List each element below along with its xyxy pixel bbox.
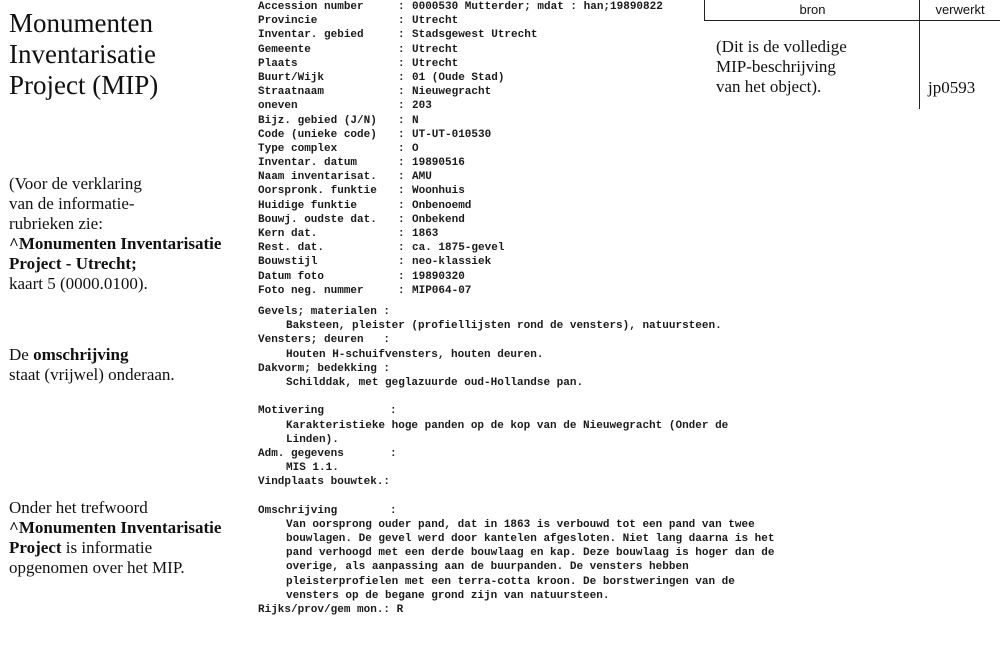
motivering-line: Karakteristieke hoge panden op de kop van de Nieuwegracht (Onder de — [286, 419, 729, 432]
title-line: Project (MIP) — [9, 70, 159, 100]
note-bold-line: Project - Utrecht; — [9, 254, 137, 273]
record-separator: : — [398, 270, 405, 283]
record-separator: : — [398, 71, 405, 84]
record-label: Datum foto — [258, 270, 325, 283]
record-value: 0000530 Mutterder; mdat : han;19890822 — [412, 1, 663, 13]
record-separator: : — [398, 171, 405, 184]
record-row — [258, 99, 708, 113]
record-row — [258, 57, 708, 71]
record-value: 1863 — [412, 228, 439, 240]
record-row — [258, 71, 708, 85]
record-label: Code (unieke code) — [258, 128, 377, 141]
record-label: Accession number — [258, 1, 364, 13]
vindplaats-label: Vindplaats bouwtek.: — [258, 476, 391, 489]
bron-box — [704, 0, 1000, 109]
note-prefix: De — [9, 345, 34, 364]
record-label: Huidige funktie — [258, 199, 358, 212]
record-separator: : — [398, 284, 405, 297]
record-row — [258, 156, 708, 170]
record-value: Onbenoemd — [412, 199, 472, 212]
adm-label: Adm. gegevens : — [258, 447, 397, 460]
record-row — [258, 170, 708, 184]
header-verwerkt: verwerkt — [920, 0, 1000, 21]
note-line: kaart 5 (0000.0100). — [9, 274, 148, 293]
record-value: 19890516 — [412, 157, 465, 170]
title-line: Inventarisatie — [9, 39, 156, 69]
record-value: UT-UT-010530 — [412, 128, 492, 141]
note-line: staat (vrijwel) onderaan. — [9, 365, 175, 384]
bron-line: MIP-beschrijving — [716, 57, 836, 76]
motivering-label: Motivering : — [258, 405, 397, 418]
record-label: Rest. dat. — [258, 242, 325, 255]
record-row — [258, 14, 708, 28]
record-fields — [258, 0, 708, 298]
record-row — [258, 0, 708, 14]
dakvorm-label: Dakvorm; bedekking : — [258, 362, 391, 375]
note-trefwoord — [9, 498, 254, 578]
record-value: Nieuwegracht — [412, 86, 492, 99]
omschrijving-label: Omschrijving : — [258, 504, 397, 517]
record-separator: : — [398, 100, 405, 113]
record-separator: : — [398, 128, 405, 141]
record-value: neo-klassiek — [412, 256, 492, 269]
title-line: Monumenten — [9, 8, 153, 38]
record-label: Provincie — [258, 15, 318, 28]
record-row — [258, 270, 708, 284]
note-verklaring — [9, 174, 254, 294]
omschrijving-line: bouwlagen. De gevel werd door kantelen afgesloten. Niet lang daarna is het — [286, 533, 775, 545]
bron-line: van het object). — [716, 77, 822, 96]
record-separator: : — [398, 57, 405, 70]
record-separator: : — [398, 157, 405, 170]
record-separator: : — [398, 15, 405, 28]
record-label: Oorspronk. funktie — [258, 185, 377, 198]
motivering-line: Linden). — [286, 433, 339, 446]
record-label: Inventar. gebied — [258, 29, 364, 42]
record-row — [258, 184, 708, 198]
record-label: Plaats — [258, 57, 298, 70]
record-row — [258, 28, 708, 42]
note-line: rubrieken zie: — [9, 214, 103, 233]
record-row — [258, 227, 708, 241]
record-row — [258, 241, 708, 255]
record-row — [258, 43, 708, 57]
record-separator: : — [398, 185, 405, 198]
record-value: ca. 1875-gevel — [412, 242, 505, 255]
record-label: Naam inventarisat. — [258, 171, 377, 184]
note-line-rest: is informatie — [61, 538, 153, 557]
document-title — [9, 8, 249, 101]
record-label: Bouwj. oudste dat. — [258, 213, 377, 226]
record-separator: : — [398, 114, 405, 127]
record-label: Kern dat. — [258, 228, 318, 240]
rijks-label: Rijks/prov/gem mon.: — [258, 603, 391, 616]
rijks-row — [258, 603, 958, 617]
record-row — [258, 213, 708, 227]
record-value: AMU — [412, 171, 432, 184]
record-value: 01 (Oude Stad) — [412, 71, 505, 84]
header-bron: bron — [704, 0, 920, 21]
note-line: (Voor de verklaring — [9, 174, 142, 193]
record-row — [258, 142, 708, 156]
gevels-label: Gevels; materialen : — [258, 306, 391, 318]
note-line: van de informatie- — [9, 194, 135, 213]
column-divider — [919, 0, 920, 109]
adm-value: MIS 1.1. — [286, 462, 339, 475]
record-label: Type complex — [258, 142, 338, 155]
record-value: 19890320 — [412, 270, 465, 283]
record-value: MIP064-07 — [412, 284, 472, 297]
gevels-value: Baksteen, pleister (profiellijsten rond de vensters), natuursteen. — [286, 320, 722, 333]
record-separator: : — [398, 256, 405, 269]
record-label: Inventar. datum — [258, 157, 358, 170]
record-label: Buurt/Wijk — [258, 71, 325, 84]
vensters-label: Vensters; deuren : — [258, 334, 391, 347]
record-separator: : — [398, 228, 405, 240]
rijks-value: R — [396, 603, 404, 616]
record-row — [258, 255, 708, 269]
record-row — [258, 85, 708, 99]
note-line: opgenomen over het MIP. — [9, 558, 185, 577]
note-bold-line: ^Monumenten Inventarisatie — [9, 234, 222, 253]
record-value: Woonhuis — [412, 185, 465, 198]
omschrijving-line: Van oorsprong ouder pand, dat in 1863 is verbouwd tot een pand van twee — [286, 518, 755, 531]
omschrijving-line: pleisterprofielen met een terra-cotta kroon. De borstweringen van de — [286, 575, 735, 588]
record-label: Bijz. gebied (J/N) — [258, 114, 377, 127]
record-value: Onbekend — [412, 213, 465, 226]
record-label: Foto neg. nummer — [258, 284, 364, 297]
record-separator: : — [398, 1, 405, 13]
omschrijving-line: overige, als aanpassing aan de buurpanden. De vensters hebben — [286, 561, 689, 574]
record-value: O — [412, 142, 419, 155]
vensters-value: Houten H-schuifvensters, houten deuren. — [286, 348, 544, 361]
note-bold-word: Project — [9, 538, 62, 557]
note-bold-word: omschrijving — [33, 345, 129, 364]
record-value: Utrecht — [412, 57, 459, 70]
record-separator: : — [398, 29, 405, 42]
record-row — [258, 284, 708, 298]
record-label: Bouwstijl — [258, 256, 318, 269]
record-value: Stadsgewest Utrecht — [412, 29, 538, 42]
record-description — [258, 305, 958, 617]
record-row — [258, 114, 708, 128]
note-omschrijving — [9, 345, 254, 385]
omschrijving-line: vensters op de begane grond zijn van natuursteen. — [286, 589, 610, 602]
note-line: Onder het trefwoord — [9, 498, 148, 517]
bron-text — [716, 37, 916, 97]
record-separator: : — [398, 242, 405, 255]
record-separator: : — [398, 199, 405, 212]
record-value: Utrecht — [412, 43, 459, 56]
record-label: Gemeente — [258, 43, 311, 56]
bron-line: (Dit is de volledige — [716, 37, 847, 56]
record-separator: : — [398, 213, 405, 226]
record-label: oneven — [258, 100, 298, 113]
record-separator: : — [398, 86, 405, 99]
record-value: N — [412, 114, 419, 127]
note-bold-line: ^Monumenten Inventarisatie — [9, 518, 222, 537]
omschrijving-line: pand verhoogd met een derde bouwlaag en kap. Deze bouwlaag is hoger dan de — [286, 547, 775, 560]
verwerkt-code: jp0593 — [928, 78, 976, 97]
record-row — [258, 128, 708, 142]
record-value: Utrecht — [412, 15, 459, 28]
record-value: 203 — [412, 100, 432, 113]
dakvorm-value: Schilddak, met geglazuurde oud-Hollandse pan. — [286, 376, 584, 389]
record-row — [258, 199, 708, 213]
record-label: Straatnaam — [258, 86, 325, 99]
record-separator: : — [398, 142, 405, 155]
record-separator: : — [398, 43, 405, 56]
